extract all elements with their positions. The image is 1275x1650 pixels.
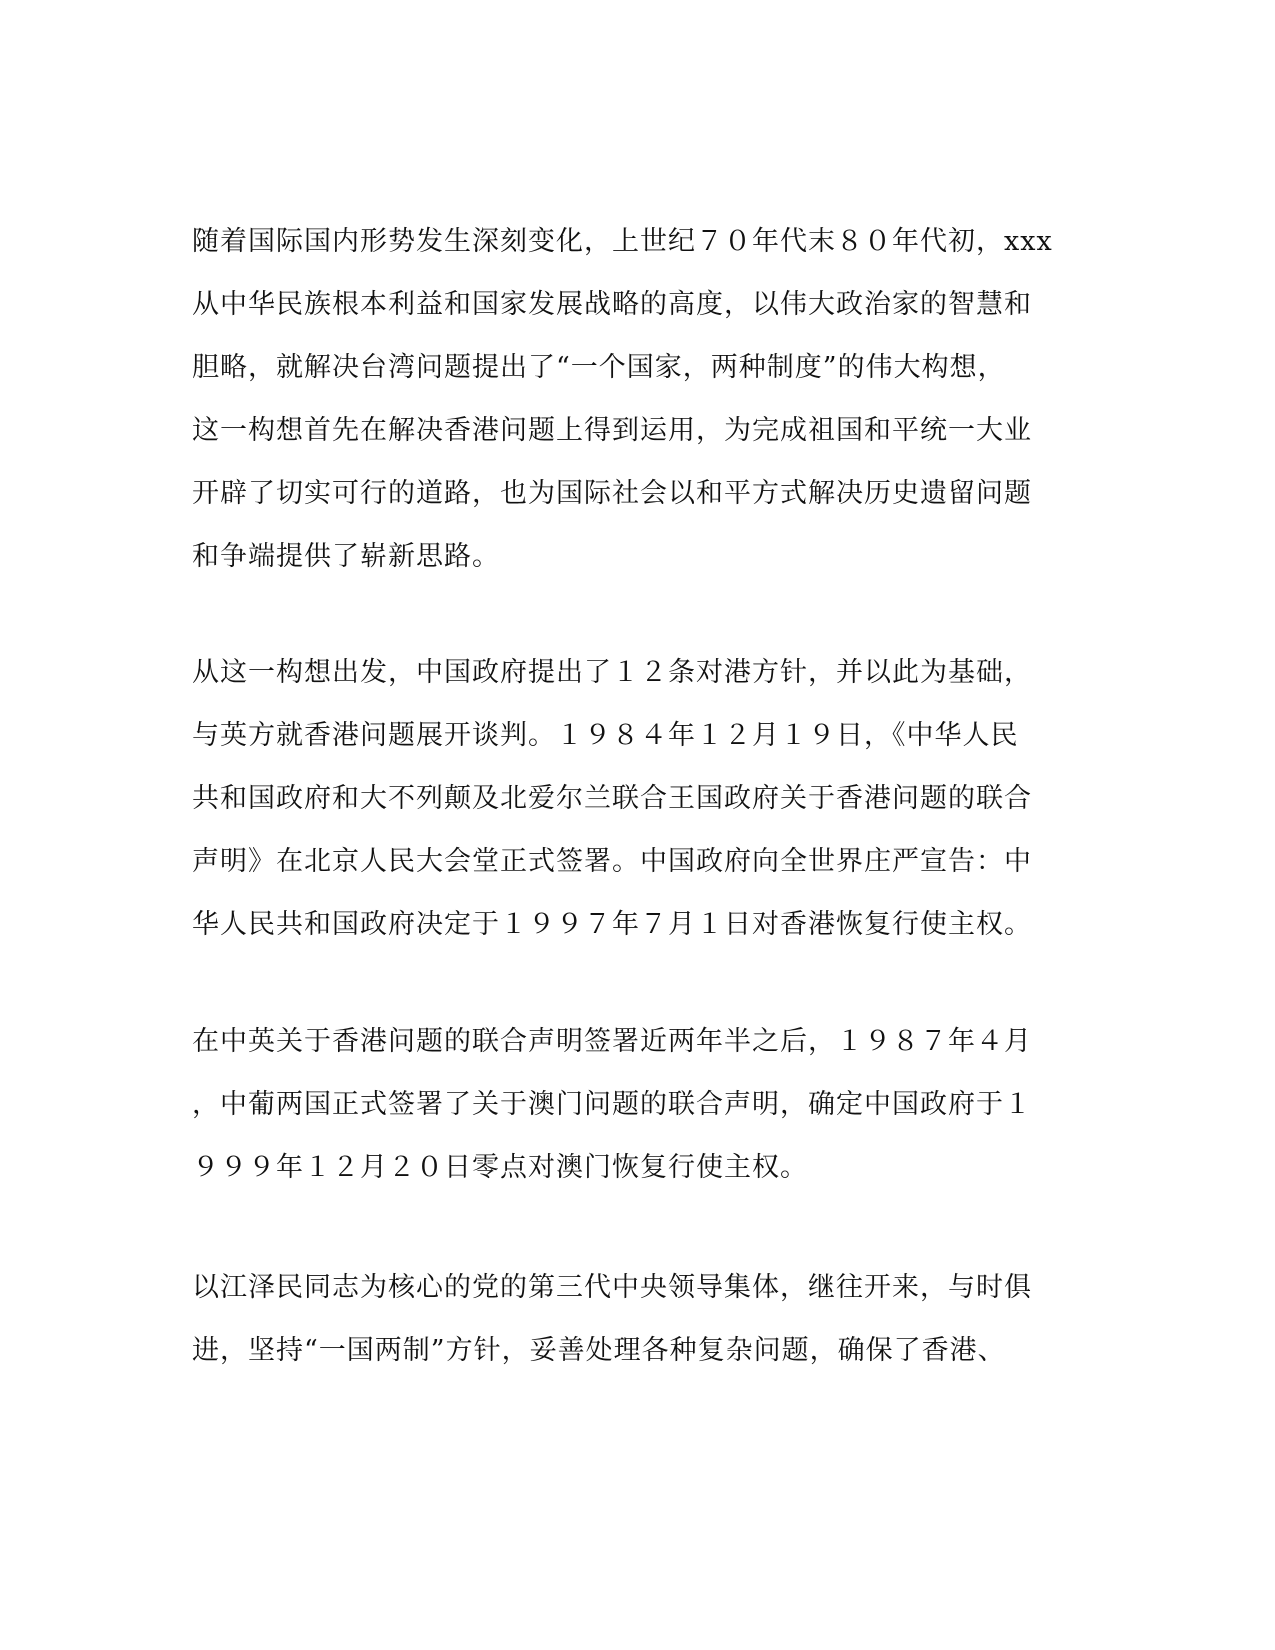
text-line: 随着国际国内形势发生深刻变化，上世纪７０年代末８０年代初，xxx	[192, 226, 1053, 257]
text-line: 共和国政府和大不列颠及北爱尔兰联合王国政府关于香港问题的联合	[192, 783, 1032, 814]
text-line: 和争端提供了崭新思路。	[192, 541, 500, 572]
text-line: 从中华民族根本利益和国家发展战略的高度，以伟大政治家的智慧和	[192, 289, 1032, 320]
paragraph-3	[192, 1010, 1092, 1199]
text-line: 在中英关于香港问题的联合声明签署近两年半之后，１９８７年４月	[192, 1026, 1032, 1057]
text-line: ９９９年１２月２０日零点对澳门恢复行使主权。	[192, 1152, 808, 1183]
text-line: 开辟了切实可行的道路，也为国际社会以和平方式解决历史遗留问题	[192, 478, 1032, 509]
text-line: 华人民共和国政府决定于１９９７年７月１日对香港恢复行使主权。	[192, 909, 1032, 940]
text-line: 与英方就香港问题展开谈判。１９８４年１２月１９日，《中华人民	[192, 720, 1019, 751]
text-line: 以江泽民同志为核心的党的第三代中央领导集体，继往开来，与时俱	[192, 1272, 1032, 1303]
text-line: 进，坚持“一国两制”方针，妥善处理各种复杂问题，确保了香港、	[192, 1335, 1006, 1366]
paragraph-2	[192, 641, 1092, 956]
text-line: 声明》在北京人民大会堂正式签署。中国政府向全世界庄严宣告：中	[192, 846, 1032, 877]
paragraph-1	[192, 210, 1092, 588]
text-line: 胆略，就解决台湾问题提出了“一个国家，两种制度”的伟大构想，	[192, 352, 1006, 383]
text-line: ，中葡两国正式签署了关于澳门问题的联合声明，确定中国政府于１	[192, 1089, 1032, 1120]
paragraph-4	[192, 1256, 1092, 1382]
text-line: 这一构想首先在解决香港问题上得到运用，为完成祖国和平统一大业	[192, 415, 1032, 446]
text-line: 从这一构想出发，中国政府提出了１２条对港方针，并以此为基础，	[192, 657, 1032, 688]
